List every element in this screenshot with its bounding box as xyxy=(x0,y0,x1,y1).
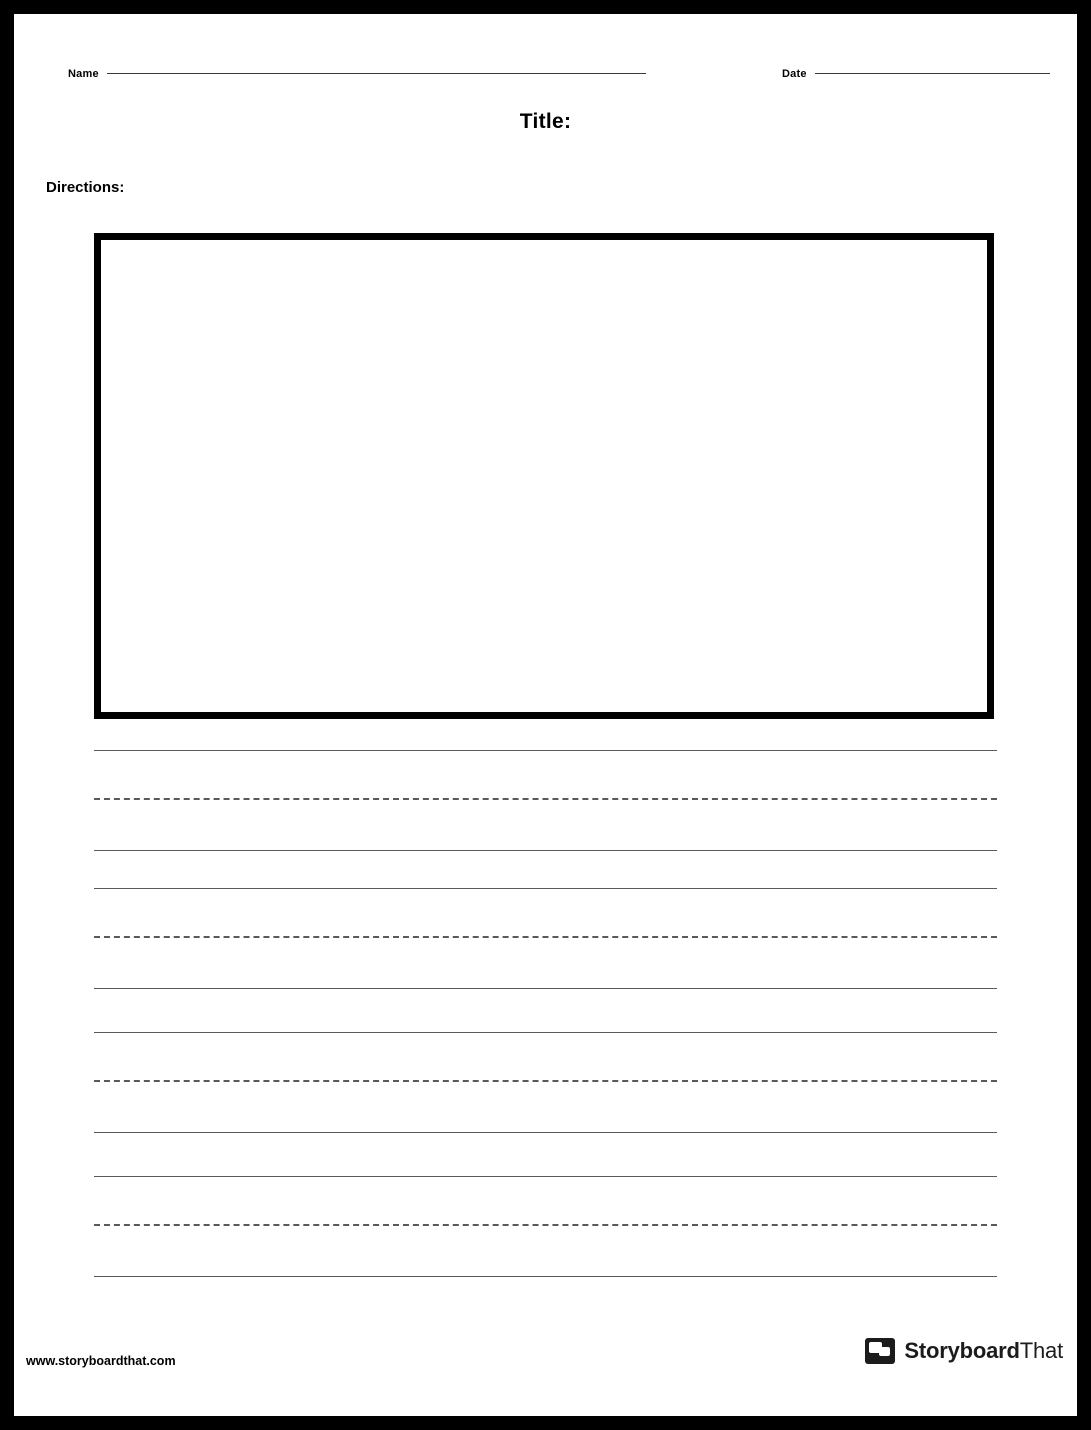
writing-lines-area xyxy=(94,750,997,1298)
brand-name-first: Storyboard xyxy=(904,1338,1020,1363)
line-solid-top xyxy=(94,1176,997,1177)
worksheet-page xyxy=(14,14,1077,1416)
line-solid-bottom xyxy=(94,988,997,989)
brand-name-second: That xyxy=(1019,1338,1063,1363)
line-dashed-mid xyxy=(94,798,997,800)
line-solid-top xyxy=(94,750,997,751)
writing-line-group xyxy=(94,750,997,850)
speech-bubble-icon xyxy=(865,1338,895,1364)
brand-name xyxy=(904,1338,1063,1364)
brand-logo xyxy=(865,1338,1063,1364)
line-dashed-mid xyxy=(94,1224,997,1226)
line-dashed-mid xyxy=(94,936,997,938)
line-solid-bottom xyxy=(94,1132,997,1133)
writing-line-group xyxy=(94,1176,997,1276)
line-solid-bottom xyxy=(94,850,997,851)
date-field[interactable] xyxy=(782,68,1050,80)
date-label: Date xyxy=(782,68,807,80)
line-solid-top xyxy=(94,888,997,889)
directions-label: Directions: xyxy=(46,179,125,196)
line-solid-top xyxy=(94,1032,997,1033)
footer-url[interactable]: www.storyboardthat.com xyxy=(26,1354,176,1368)
date-write-rule[interactable] xyxy=(815,73,1050,74)
page-title: Title: xyxy=(519,110,572,133)
name-label: Name xyxy=(68,68,99,80)
writing-line-group xyxy=(94,1032,997,1132)
header-row xyxy=(14,58,1077,88)
writing-line-group xyxy=(94,888,997,988)
drawing-box[interactable] xyxy=(94,233,994,719)
name-write-rule[interactable] xyxy=(107,73,646,74)
name-field[interactable] xyxy=(68,68,646,80)
line-dashed-mid xyxy=(94,1080,997,1082)
line-solid-bottom xyxy=(94,1276,997,1277)
